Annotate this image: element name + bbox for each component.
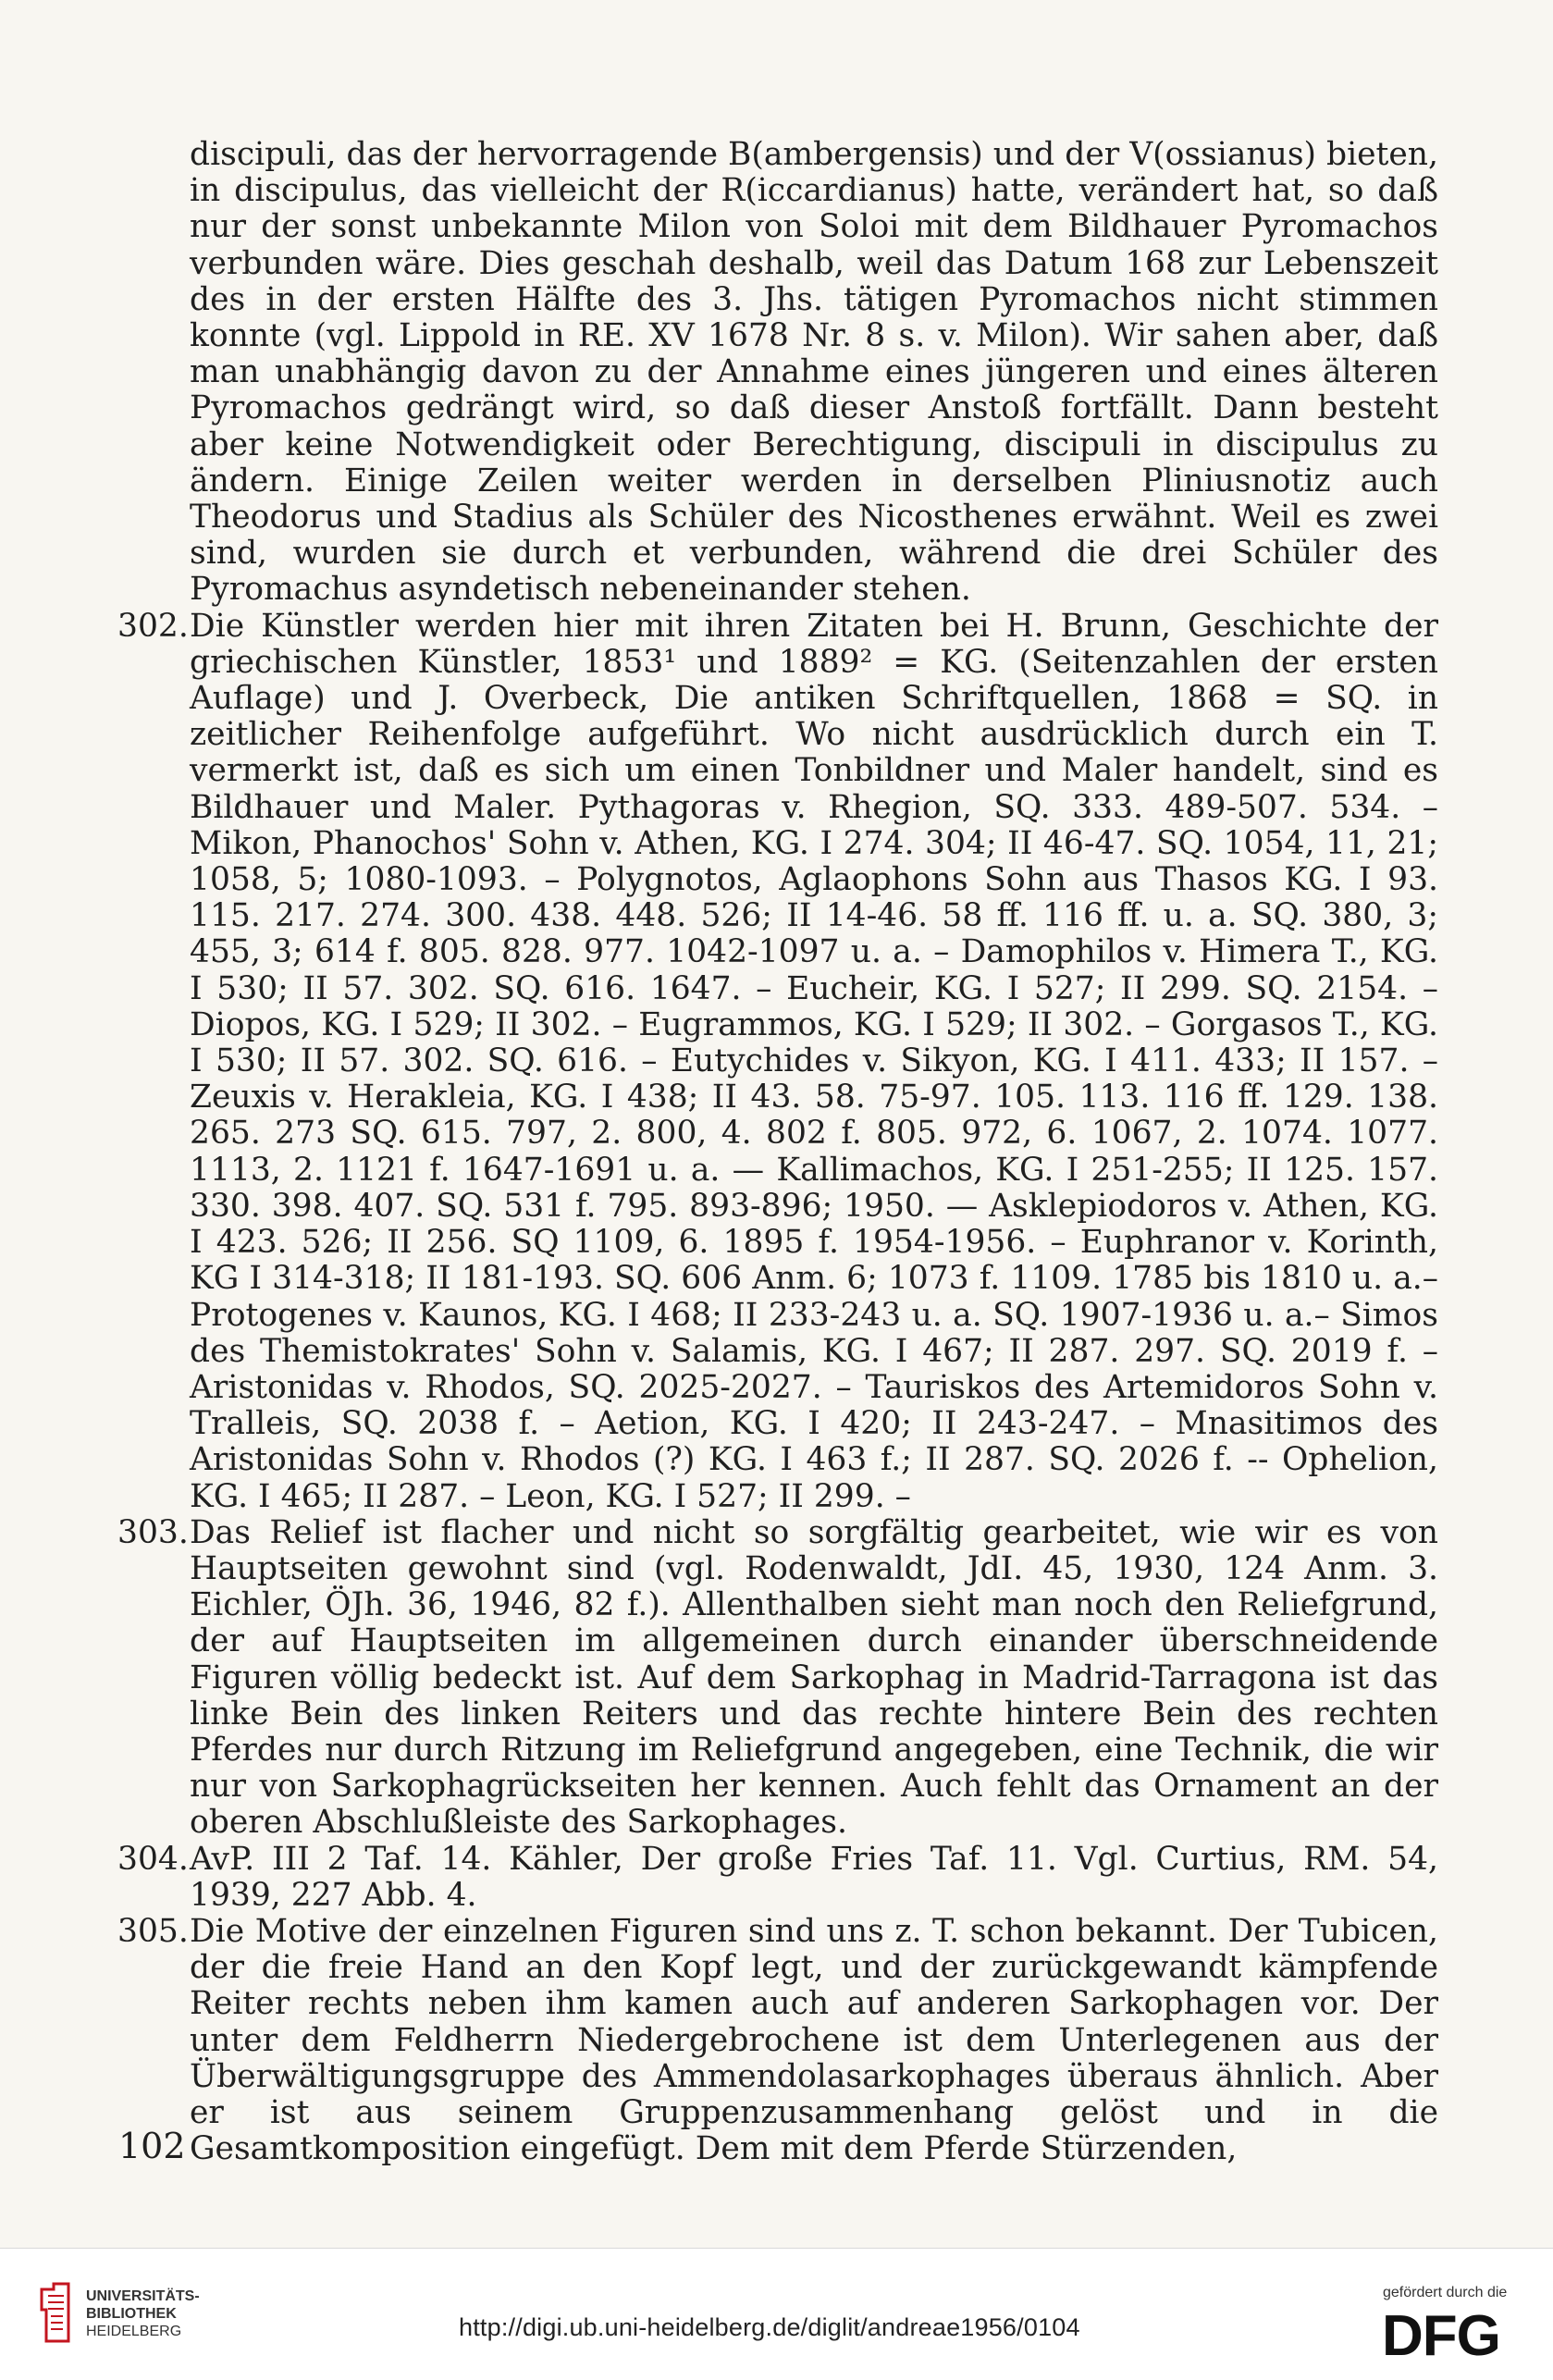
footnote-number: 305. <box>117 1912 189 1950</box>
library-name-line: HEIDELBERG <box>86 2324 182 2339</box>
intro-paragraph: discipuli, das der hervorragende B(ambergensis) und der V(ossianus) bieten, in discipulus, das vielleicht der R(iccardianus) hatte, verändert hat, so daß nur der sonst unbekannte Milon von Soloi mit dem Bildhauer Pyromachos verbunden wäre. Dies geschah deshalb, weil das Datum 168 zur Lebenszeit des in der ersten Hälfte des 3. Jhs. tätigen Pyromachos nicht stimmen konnte (vgl. Lippold in RE. XV 1678 Nr. 8 s. v. Milon). Wir sahen aber, daß man unabhängig davon zu der Annahme eines jüngeren und eines älteren Pyromachos gedrängt wird, so daß dieser Anstoß fortfällt. Dann besteht aber keine Notwendigkeit oder Berechtigung, discipuli in discipulus zu ändern. Einige Zeilen weiter werden in derselben Pliniusnotiz auch Theodorus und Stadius als Schüler des Nicosthenes erwähnt. Weil es zwei sind, wurden sie durch et verbunden, während die drei Schüler des Pyromachus asyndetisch nebeneinander stehen. <box>190 136 1438 609</box>
university-library-name <box>86 2288 200 2340</box>
library-name-line: BIBLIOTHEK <box>86 2306 177 2322</box>
digitization-footer <box>0 2248 1553 2380</box>
university-library-logo-icon <box>37 2281 76 2346</box>
dfg-logo: DFG <box>1382 2304 1500 2368</box>
footnote-302 <box>117 607 1438 1515</box>
footnote-text: Die Künstler werden hier mit ihren Zitaten bei H. Brunn, Geschichte der griechischen Künstler, 1853¹ und 1889² = KG. (Seitenzahlen der ersten Auflage) und J. Overbeck, Die antiken Schriftquellen, 1868 = SQ. in zeitlicher Reihenfolge aufgeführt. Wo nicht ausdrücklich durch ein T. vermerkt ist, daß es sich um einen Tonbildner und Maler handelt, sind es Bildhauer und Maler. Pythagoras v. Rhegion, SQ. 333. 489-507. 534. – Mikon, Phanochos' Sohn v. Athen, KG. I 274. 304; II 46-47. SQ. 1054, 11, 21; 1058, 5; 1080-1093. – Polygnotos, Aglaophons Sohn aus Thasos KG. I 93. 115. 217. 274. 300. 438. 448. 526; II 14-46. 58 ff. 116 ff. u. a. SQ. 380, 3; 455, 3; 614 f. 805. 828. 977. 1042-1097 u. a. – Damophilos v. Himera T., KG. I 530; II 57. 302. SQ. 616. 1647. – Eucheir, KG. I 527; II 299. SQ. 2154. – Diopos, KG. I 529; II 302. – Eugrammos, KG. I 529; II 302. – Gorgasos T., KG. I 530; II 57. 302. SQ. 616. – Eutychides v. Sikyon, KG. I 411. 433; II 157. – Zeuxis v. Herakleia, KG. I 438; II 43. 58. 75-97. 105. 113. 116 ff. 129. 138. 265. 273 SQ. 615. 797, 2. 800, 4. 802 f. 805. 972, 6. 1067, 2. 1074. 1077. 1113, 2. 1121 f. 1647-1691 u. a. — Kallimachos, KG. I 251-255; II 125. 157. 330. 398. 407. SQ. 531 f. 795. 893-896; 1950. — Asklepiodoros v. Athen, KG. I 423. 526; II 256. SQ 1109, 6. 1895 f. 1954-1956. – Euphranor v. Korinth, KG I 314-318; II 181-193. SQ. 606 Anm. 6; 1073 f. 1109. 1785 bis 1810 u. a.–Protogenes v. Kaunos, KG. I 468; II 233-243 u. a. SQ. 1907-1936 u. a.– Simos des Themistokrates' Sohn v. Salamis, KG. I 467; II 287. 297. SQ. 2019 f. – Aristonidas v. Rhodos, SQ. 2025-2027. – Tauriskos des Artemidoros Sohn v. Tralleis, SQ. 2038 f. – Aetion, KG. I 420; II 243-247. – Mnasitimos des Aristonidas Sohn v. Rhodos (?) KG. I 463 f.; II 287. SQ. 2026 f. -- Ophelion, KG. I 465; II 287. – Leon, KG. I 527; II 299. – <box>190 607 1438 1515</box>
footnote-304 <box>117 1840 1438 1914</box>
footnote-number: 303. <box>117 1513 189 1551</box>
page-number: 102 <box>118 2126 186 2166</box>
footnote-text: Die Motive der einzelnen Figuren sind uns z. T. schon bekannt. Der Tubicen, der die freie Hand an den Kopf legt, und der zurückgewandt kämpfende Reiter rechts neben ihm kamen auch auf anderen Sarkophagen vor. Der unter dem Feldherrn Niedergebrochene ist dem Unterlegenen aus der Überwältigungsgruppe des Ammendolasarkophages überaus ähnlich. Aber er ist aus seinem Gruppenzusammenhang gelöst und in die Gesamtkomposition eingefügt. Dem mit dem Pferde Stürzenden, <box>190 1912 1438 2168</box>
footnote-number: 302. <box>117 607 189 645</box>
footnote-text: Das Relief ist flacher und nicht so sorgfältig gearbeitet, wie wir es von Hauptseiten gewohnt sind (vgl. Rodenwaldt, JdI. 45, 1930, 124 Anm. 3. Eichler, ÖJh. 36, 1946, 82 f.). Allenthalben sieht man noch den Reliefgrund, der auf Hauptseiten im allgemeinen durch einander überschneidende Figuren völlig bedeckt ist. Auf dem Sarkophag in Madrid-Tarragona ist das linke Bein des linken Reiters und das rechte hintere Bein des rechten Pferdes nur durch Ritzung im Reliefgrund angegeben, eine Technik, die wir nur von Sarkophagrückseiten her kennen. Auch fehlt das Ornament an der oberen Abschlußleiste des Sarkophages. <box>190 1513 1438 1842</box>
library-name-line: UNIVERSITÄTS- <box>86 2288 200 2304</box>
footnote-number: 304. <box>117 1840 189 1878</box>
footnote-text: AvP. III 2 Taf. 14. Kähler, Der große Fries Taf. 11. Vgl. Curtius, RM. 54, 1939, 227 Abb. 4. <box>190 1840 1438 1914</box>
footnote-303 <box>117 1513 1438 1842</box>
funding-label: gefördert durch die <box>1383 2285 1508 2300</box>
document-url-link[interactable]: http://digi.ub.uni-heidelberg.de/diglit/andreae1956/0104 <box>459 2313 1080 2341</box>
